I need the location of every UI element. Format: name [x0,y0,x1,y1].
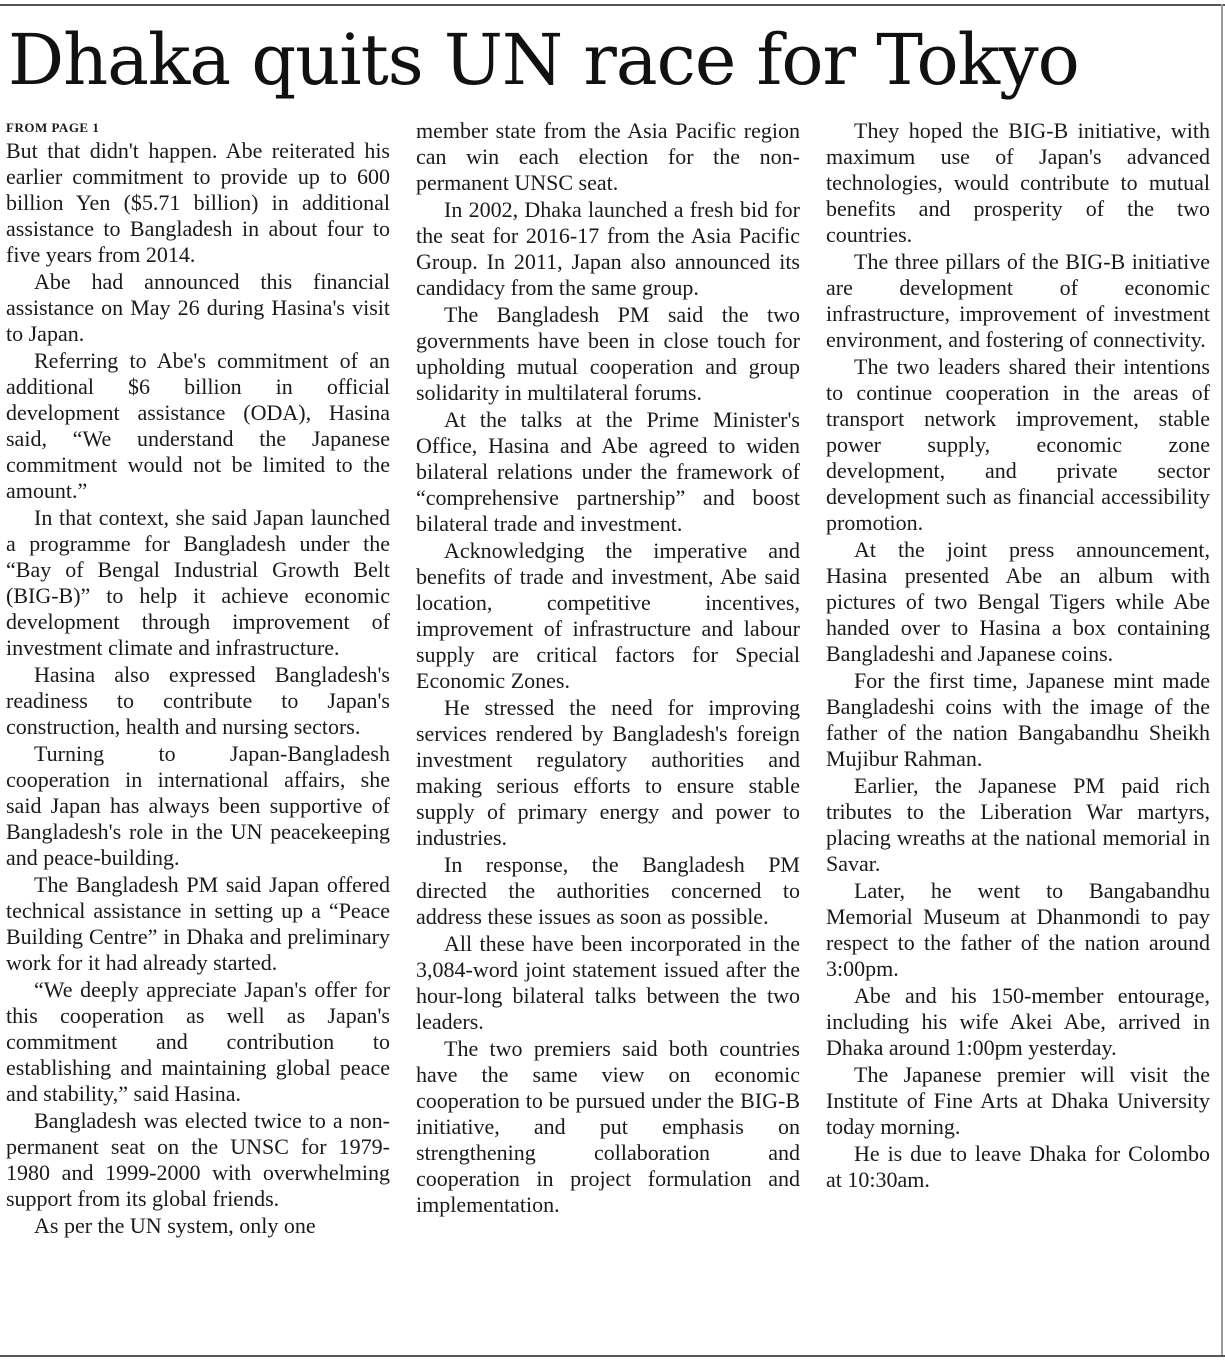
paragraph: member state from the Asia Pacific region can win each election for the non-permanent UNSC seat. [416,118,800,195]
paragraph: At the talks at the Prime Minister's Office, Hasina and Abe agreed to widen bilateral relations under the framework of “comprehensive partnership” and boost bilateral trade and investment. [416,407,800,536]
paragraph: At the joint press announcement, Hasina presented Abe an album with pictures of two Bengal Tigers while Abe handed over to Hasina a box containing Bangladeshi and Japanese coins. [826,537,1210,666]
paragraph: But that didn't happen. Abe reiterated his earlier commitment to provide up to 600 billion Yen ($5.71 billion) in additional assistance to Bangladesh in about four to five years from 2014. [6,138,390,267]
paragraph: The three pillars of the BIG-B initiative are development of economic infrastructure, improvement of investment environment, and fostering of connectivity. [826,249,1210,352]
paragraph: Referring to Abe's commitment of an additional $6 billion in official development assistance (ODA), Hasina said, “We understand the Japanese commitment would not be limited to the amount.” [6,348,390,503]
bottom-rule [0,1355,1225,1357]
paragraph: Abe and his 150-member entourage, including his wife Akei Abe, arrived in Dhaka around 1:00pm yesterday. [826,983,1210,1060]
paragraph: In 2002, Dhaka launched a fresh bid for the seat for 2016-17 from the Asia Pacific Group. In 2011, Japan also announced its candidacy from the same group. [416,197,800,300]
paragraph: The Bangladesh PM said Japan offered technical assistance in setting up a “Peace Building Centre” in Dhaka and preliminary work for it had already started. [6,872,390,975]
paragraph: “We deeply appreciate Japan's offer for this cooperation as well as Japan's commitment and contribution to establishing and maintaining global peace and stability,” said Hasina. [6,977,390,1106]
article-column-2 [416,118,800,1348]
paragraph: Hasina also expressed Bangladesh's readiness to contribute to Japan's construction, health and nursing sectors. [6,662,390,739]
paragraph: The Japanese premier will visit the Institute of Fine Arts at Dhaka University today morning. [826,1062,1210,1139]
paragraph: He stressed the need for improving services rendered by Bangladesh's foreign investment regulatory authorities and making serious efforts to ensure stable supply of primary energy and power to industries. [416,695,800,850]
article-column-1 [6,118,390,1348]
paragraph: All these have been incorporated in the 3,084-word joint statement issued after the hour-long bilateral talks between the two leaders. [416,931,800,1034]
paragraph: Earlier, the Japanese PM paid rich tributes to the Liberation War martyrs, placing wreaths at the national memorial in Savar. [826,773,1210,876]
paragraph: Bangladesh was elected twice to a non-permanent seat on the UNSC for 1979-1980 and 1999-2000 with overwhelming support from its global friends. [6,1108,390,1211]
paragraph: In that context, she said Japan launched a programme for Bangladesh under the “Bay of Bengal Industrial Growth Belt (BIG-B)” to help it achieve economic development through improvement of investment climate and infrastructure. [6,505,390,660]
paragraph: Later, he went to Bangabandhu Memorial Museum at Dhanmondi to pay respect to the father of the nation around 3:00pm. [826,878,1210,981]
paragraph: For the first time, Japanese mint made Bangladeshi coins with the image of the father of the nation Bangabandhu Sheikh Mujibur Rahman. [826,668,1210,771]
paragraph: Abe had announced this financial assistance on May 26 during Hasina's visit to Japan. [6,269,390,346]
article-column-3 [826,118,1210,1348]
top-rule [0,4,1225,6]
paragraph: He is due to leave Dhaka for Colombo at 10:30am. [826,1141,1210,1192]
paragraph: Acknowledging the imperative and benefits of trade and investment, Abe said location, competitive incentives, improvement of infrastructure and labour supply are critical factors for Special Economic Zones. [416,538,800,693]
paragraph: The two premiers said both countries have the same view on economic cooperation to be pursued under the BIG-B initiative, and put emphasis on strengthening collaboration and cooperation in project formulation and implementation. [416,1036,800,1217]
paragraph: The two leaders shared their intentions to continue cooperation in the areas of transport network improvement, stable power supply, economic zone development, and private sector development such as financial accessibility promotion. [826,354,1210,535]
headline: Dhaka quits UN race for Tokyo [8,19,1079,101]
right-rule [1221,4,1223,1357]
paragraph: In response, the Bangladesh PM directed the authorities concerned to address these issues as soon as possible. [416,852,800,929]
paragraph: Turning to Japan-Bangladesh cooperation in international affairs, she said Japan has always been supportive of Bangladesh's role in the UN peacekeeping and peace-building. [6,741,390,870]
kicker-from-page: FROM PAGE 1 [6,120,100,135]
paragraph: They hoped the BIG-B initiative, with maximum use of Japan's advanced technologies, would contribute to mutual benefits and prosperity of the two countries. [826,118,1210,247]
paragraph: As per the UN system, only one [34,1213,316,1238]
paragraph: The Bangladesh PM said the two governments have been in close touch for upholding mutual cooperation and group solidarity in multilateral forums. [416,302,800,405]
